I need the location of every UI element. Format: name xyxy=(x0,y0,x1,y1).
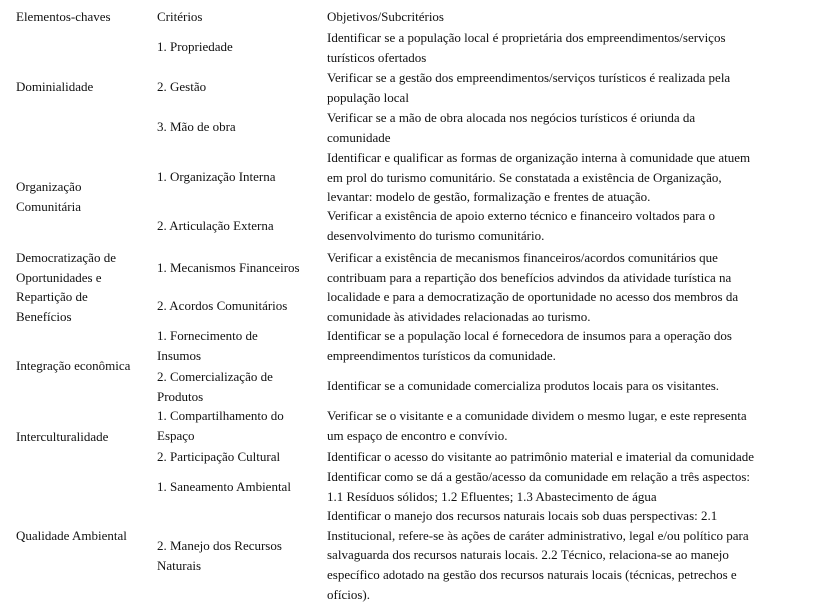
cell-line: 3. Mão de obra xyxy=(157,119,236,134)
cell-line: 1. Organização Interna xyxy=(157,169,276,184)
cell-line: 1. Compartilhamento do xyxy=(157,408,284,423)
element-cell xyxy=(16,177,81,216)
cell-line: Verificar a existência de mecanismos financeiros/acordos comunitários que xyxy=(327,250,718,265)
cell-line: localidade e para a democratização de oportunidade no acesso dos membros da xyxy=(327,289,739,305)
element-cell xyxy=(16,356,130,376)
header-criteria: Critérios xyxy=(157,9,203,24)
cell-line: 2. Gestão xyxy=(157,79,207,94)
cell-line: Identificar e qualificar as formas de organização interna à comunidade que atuem xyxy=(327,150,751,165)
objective-cell xyxy=(327,68,730,107)
cell-line: 1. Fornecimento de xyxy=(157,328,258,343)
objective-cell xyxy=(327,406,747,445)
cell-line: Espaço xyxy=(157,427,195,443)
objective-cell xyxy=(327,148,750,207)
criterion-cell xyxy=(157,477,291,497)
header-elements: Elementos-chaves xyxy=(16,9,111,24)
element-cell xyxy=(16,77,93,97)
cell-line: Qualidade Ambiental xyxy=(16,528,127,543)
cell-line: 1. Saneamento Ambiental xyxy=(157,479,291,494)
cell-line: Dominialidade xyxy=(16,79,94,94)
criterion-cell xyxy=(157,117,236,137)
cell-line: específico adotado na gestão dos recursos naturais locais (técnicas, petrechos e xyxy=(327,567,737,583)
criterion-cell xyxy=(157,167,276,187)
cell-line: ofícios). xyxy=(327,586,370,602)
element-cell xyxy=(16,427,108,447)
objective-cell xyxy=(327,376,719,396)
cell-line: Repartição de xyxy=(16,289,88,305)
objective-cell xyxy=(327,206,715,245)
element-cell xyxy=(16,526,127,546)
cell-line: população local xyxy=(327,89,409,105)
cell-line: 2. Acordos Comunitários xyxy=(157,298,288,313)
objective-cell xyxy=(327,28,726,67)
cell-line: 2. Manejo dos Recursos xyxy=(157,538,282,553)
cell-line: 2. Articulação Externa xyxy=(157,218,274,233)
cell-line: 2. Participação Cultural xyxy=(157,449,281,464)
cell-line: Insumos xyxy=(157,347,202,363)
cell-line: 1. Mecanismos Financeiros xyxy=(157,260,300,275)
cell-line: contribuam para a repartição dos benefícios advindos da atividade turística na xyxy=(327,269,732,285)
cell-line: Identificar como se dá a gestão/acesso da comunidade em relação a três aspectos: xyxy=(327,469,751,484)
cell-line: Democratização de xyxy=(16,250,116,265)
criterion-cell xyxy=(157,216,274,236)
criterion-cell xyxy=(157,406,284,445)
cell-line: comunidade xyxy=(327,129,391,145)
cell-line: Organização xyxy=(16,179,82,194)
cell-line: Identificar se a população local é proprietária dos empreendimentos/serviços xyxy=(327,30,726,45)
cell-line: Institucional, refere-se às ações de caráter administrativo, legal e/ou político para xyxy=(327,527,749,543)
criterion-cell xyxy=(157,367,273,406)
objective-cell xyxy=(327,108,695,147)
criterion-cell xyxy=(157,258,300,278)
objective-cell xyxy=(327,248,738,327)
criterion-cell xyxy=(157,37,233,57)
cell-line: Benefícios xyxy=(16,309,72,325)
cell-line: Verificar a existência de apoio externo técnico e financeiro voltados para o xyxy=(327,208,716,223)
cell-line: um espaço de encontro e convívio. xyxy=(327,427,508,443)
cell-line: turísticos ofertados xyxy=(327,49,427,65)
cell-line: Identificar o acesso do visitante ao patrimônio material e imaterial da comunidade xyxy=(327,449,755,464)
criterion-cell xyxy=(157,326,258,365)
objective-cell xyxy=(327,506,749,605)
objective-cell xyxy=(327,447,754,467)
objective-cell xyxy=(327,467,750,506)
cell-line: Naturais xyxy=(157,557,202,573)
cell-line: Identificar se a comunidade comercializa produtos locais para os visitantes. xyxy=(327,378,720,393)
cell-line: Produtos xyxy=(157,388,204,404)
cell-line: 1.1 Resíduos sólidos; 1.2 Efluentes; 1.3 Abastecimento de água xyxy=(327,488,657,504)
criterion-cell xyxy=(157,536,282,575)
cell-line: Identificar se a população local é fornecedora de insumos para a operação dos xyxy=(327,328,732,343)
cell-line: 2. Comercialização de xyxy=(157,369,273,384)
cell-line: Oportunidades e xyxy=(16,269,102,285)
cell-line: empreendimentos turísticos da comunidade. xyxy=(327,347,556,363)
criterion-cell xyxy=(157,296,287,316)
cell-line: Verificar se a gestão dos empreendimentos/serviços turísticos é realizada pela xyxy=(327,70,731,85)
criterion-cell xyxy=(157,77,206,97)
cell-line: salvaguarda dos recursos naturais locais. 2.2 Técnico, relaciona-se ao manejo xyxy=(327,547,729,563)
cell-line: Verificar se o visitante e a comunidade dividem o mesmo lugar, e este representa xyxy=(327,408,747,423)
objective-cell xyxy=(327,326,732,365)
cell-line: Integração econômica xyxy=(16,358,131,373)
cell-line: 1. Propriedade xyxy=(157,39,233,54)
cell-line: Interculturalidade xyxy=(16,429,109,444)
element-cell xyxy=(16,248,116,327)
cell-line: desenvolvimento do turismo comunitário. xyxy=(327,227,545,243)
cell-line: Verificar se a mão de obra alocada nos negócios turísticos é oriunda da xyxy=(327,110,696,125)
cell-line: Comunitária xyxy=(16,198,81,214)
header-objectives: Objetivos/Subcritérios xyxy=(327,9,444,24)
criterion-cell xyxy=(157,447,280,467)
cell-line: comunidade às atividades relacionadas ao turismo. xyxy=(327,309,591,325)
cell-line: em prol do turismo comunitário. Se constatada a existência de Organização, xyxy=(327,169,722,185)
cell-line: levantar: modelo de gestão, formalização e frentes de atuação. xyxy=(327,189,651,205)
cell-line: Identificar o manejo dos recursos naturais locais sob duas perspectivas: 2.1 xyxy=(327,508,718,523)
